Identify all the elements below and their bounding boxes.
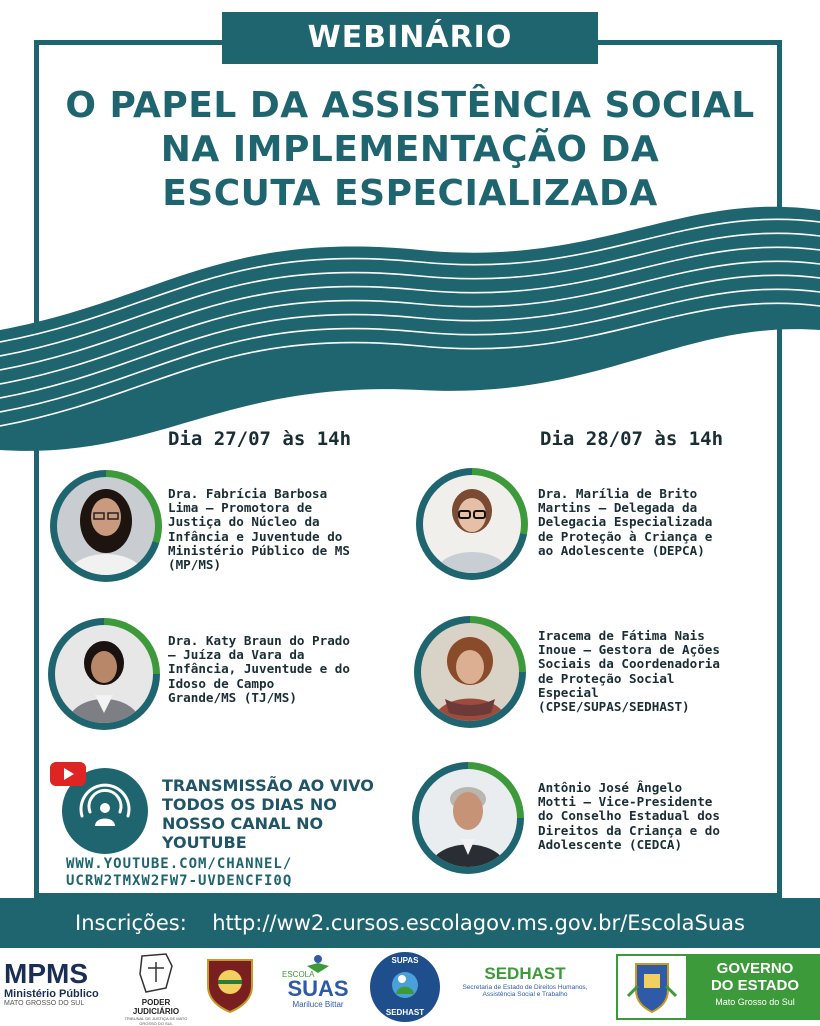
speaker-bio-iracema: Iracema de Fátima Nais Inoue – Gestora de Ações Sociais da Coordenadoria de Proteção Social Especial (CPSE/SUPAS/SEDHAST) — [538, 628, 720, 715]
day-2-label: Dia 28/07 às 14h — [540, 428, 724, 450]
speaker-bio-fabricia: Dra. Fabrícia Barbosa Lima – Promotora de Justiça do Núcleo da Infância e Juventude do Ministério Público de MS (MP/MS) — [168, 486, 350, 573]
mpms-logo: MPMS Ministério Público MATO GROSSO DO SUL — [4, 958, 99, 1007]
day-1-label: Dia 27/07 às 14h — [168, 428, 352, 450]
speaker-photo-katy — [55, 625, 153, 723]
governo-ms-logo: GOVERNO DO ESTADO Mato Grosso do Sul — [616, 954, 820, 1020]
registration-bar — [0, 898, 820, 948]
registration-label: Inscrições: — [75, 911, 187, 935]
speaker-photo-marilia — [423, 475, 521, 573]
title-line-1: O PAPEL DA ASSISTÊNCIA SOCIAL — [65, 85, 755, 126]
speaker-bio-marilia: Dra. Marília de Brito Martins – Delegada da Delegacia Especializada de Proteção à Criança e ao Adolescente (DEPCA) — [538, 486, 713, 558]
youtube-channel-link[interactable]: WWW.YOUTUBE.COM/CHANNEL/ UCRW2TMXW2FW7-UVDENCFI0Q — [66, 856, 293, 889]
livestream-text: TRANSMISSÃO AO VIVO TODOS OS DIAS NO NOSSO CANAL NO YOUTUBE — [162, 776, 374, 852]
webinar-badge: WEBINÁRIO — [222, 12, 598, 64]
registration-link[interactable]: http://ww2.cursos.escolagov.ms.gov.br/EscolaSuas — [212, 911, 745, 935]
sedhast-logo: SEDHAST Secretaria de Estado de Direitos Humanos, Assistência Social e Trabalho — [462, 964, 588, 998]
speaker-bio-antonio: Antônio José Ângelo Motti – Vice-Presidente do Conselho Estadual dos Direitos da Criança e do Adolescente (CEDCA) — [538, 780, 720, 852]
title-line-3: ESCUTA ESPECIALIZADA — [162, 173, 658, 214]
speaker-photo-antonio — [419, 769, 517, 867]
crest-logo — [204, 952, 256, 1018]
title-line-2: NA IMPLEMENTAÇÃO DA — [160, 129, 660, 170]
speaker-photo-fabricia — [57, 477, 155, 575]
wave-decoration — [0, 190, 820, 460]
tj-logo: PODER JUDICIÁRIO TRIBUNAL DE JUSTIÇA DE MATO GROSSO DO SUL — [118, 952, 194, 1026]
speaker-bio-katy: Dra. Katy Braun do Prado – Juíza da Vara da Infância, Juventude e do Idoso de Campo Grande/MS (TJ/MS) — [168, 633, 350, 705]
supas-logo: SUPAS SEDHAST — [370, 952, 440, 1022]
youtube-icon — [50, 762, 86, 786]
partner-logos — [0, 948, 820, 1024]
speaker-photo-iracema — [421, 623, 519, 721]
escola-suas-logo: ESCOLA SUAS Mariluce Bittar — [278, 954, 358, 1009]
